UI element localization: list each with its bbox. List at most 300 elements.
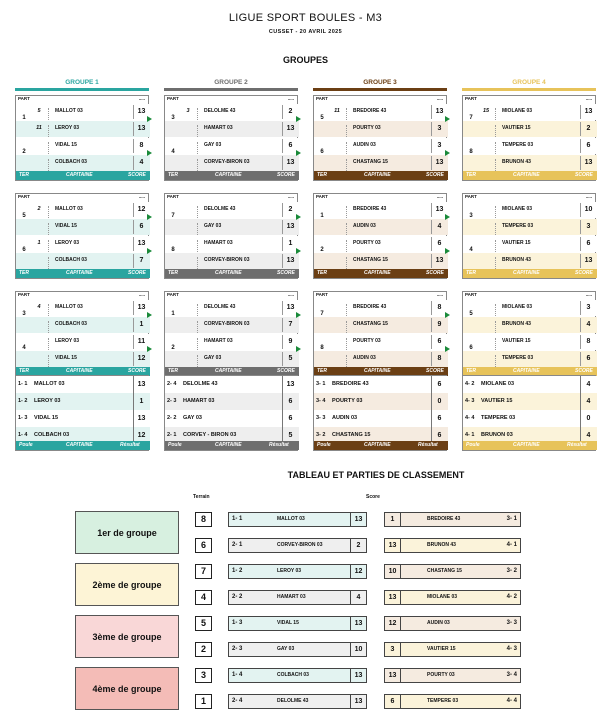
team-row xyxy=(314,219,448,235)
group-header: GROUPE 3 xyxy=(313,79,447,91)
standing-score[interactable]: 13 xyxy=(133,410,149,427)
card-footer xyxy=(463,171,597,180)
ranking-heading: TABLEAU ET PARTIES DE CLASSEMENT xyxy=(287,470,465,480)
footer-score: SCORE xyxy=(426,172,444,178)
footer-capitaine: CAPITAINE xyxy=(66,368,93,374)
match-number: 7 xyxy=(469,115,473,121)
standing-code: 3- 1 xyxy=(316,381,326,387)
team-row xyxy=(165,138,299,154)
left-team-bar xyxy=(228,694,367,709)
score-cell[interactable]: 5 xyxy=(282,352,298,366)
standing-score[interactable]: 6 xyxy=(282,410,298,427)
left-team: HAMART 03 xyxy=(277,594,306,600)
right-team: BRUNON 43 xyxy=(427,542,456,548)
standing-team: CHASTANG 15 xyxy=(332,432,371,438)
score-cell[interactable]: 9 xyxy=(431,318,447,332)
left-team: LEROY 03 xyxy=(277,568,302,574)
score-header: Score xyxy=(366,494,380,500)
right-score[interactable]: 3 xyxy=(385,643,401,656)
standing-team: MIOLANE 03 xyxy=(481,381,515,387)
footer-poule: Poule xyxy=(466,442,480,448)
winner-flag-icon xyxy=(296,346,301,352)
standing-team: BREDOIRE 43 xyxy=(332,381,369,387)
footer-ter: TER xyxy=(19,270,29,276)
terrain-box[interactable]: 8 xyxy=(195,512,212,527)
standing-score[interactable]: 4 xyxy=(580,427,596,444)
winner-flag-icon xyxy=(445,248,450,254)
team-row xyxy=(165,253,299,269)
standing-footer xyxy=(16,441,150,450)
dots: ..... xyxy=(287,292,294,297)
score-cell[interactable]: 8 xyxy=(133,139,149,153)
terrain-number: 2 xyxy=(37,206,41,212)
score-cell[interactable]: 13 xyxy=(282,301,298,315)
right-team-bar xyxy=(384,512,521,527)
winner-flag-icon xyxy=(296,150,301,156)
card-header xyxy=(463,292,595,299)
left-score[interactable]: 13 xyxy=(350,513,366,526)
winner-flag-icon xyxy=(147,214,152,220)
standing-score[interactable]: 0 xyxy=(431,393,447,410)
score-cell[interactable]: 13 xyxy=(282,220,298,234)
match-card xyxy=(313,95,447,181)
standing-team: GAY 03 xyxy=(183,415,202,421)
standing-footer xyxy=(463,441,597,450)
footer-capitaine: CAPITAINE xyxy=(215,270,242,276)
score-cell[interactable]: 4 xyxy=(431,220,447,234)
standing-row xyxy=(463,410,597,427)
winner-flag-icon xyxy=(445,312,450,318)
standing-footer xyxy=(165,441,299,450)
score-cell[interactable]: 7 xyxy=(133,254,149,268)
team-row xyxy=(314,155,448,171)
footer-capitaine: CAPITAINE xyxy=(215,172,242,178)
score-cell[interactable]: 13 xyxy=(133,301,149,315)
team-row xyxy=(463,351,597,367)
footer-score: SCORE xyxy=(575,172,593,178)
score-cell[interactable]: 6 xyxy=(133,220,149,234)
standing-score[interactable]: 13 xyxy=(282,376,298,393)
team-name: DELOLME 43 xyxy=(197,304,282,316)
match-card xyxy=(313,193,447,279)
match-number: 3 xyxy=(171,115,175,121)
footer-capitaine: CAPITAINE xyxy=(66,172,93,178)
standing-row xyxy=(165,410,299,427)
standing-code: 4- 2 xyxy=(465,381,475,387)
part-label: PART xyxy=(316,194,328,199)
footer-resultat: Résultat xyxy=(269,442,289,448)
score-cell[interactable]: 11 xyxy=(133,335,149,349)
left-team-bar xyxy=(228,668,367,683)
team-name: COLBACH 03 xyxy=(48,257,133,269)
card-footer xyxy=(463,269,597,278)
part-label: PART xyxy=(167,96,179,101)
team-row xyxy=(165,236,299,252)
team-name: BREDOIRE 43 xyxy=(346,206,431,218)
footer-capitaine: CAPITAINE xyxy=(66,442,93,448)
team-row xyxy=(16,236,150,252)
score-cell[interactable]: 3 xyxy=(580,301,596,315)
terrain-box[interactable]: 4 xyxy=(195,590,212,605)
left-score[interactable]: 10 xyxy=(350,643,366,656)
team-name: AUDIN 03 xyxy=(346,355,431,367)
standing-score[interactable]: 1 xyxy=(133,393,149,410)
score-cell[interactable]: 1 xyxy=(282,237,298,251)
team-name: AUDIN 03 xyxy=(346,142,431,154)
left-team-bar xyxy=(228,642,367,657)
right-score[interactable]: 13 xyxy=(385,669,401,682)
standing-code: 1- 1 xyxy=(18,381,28,387)
match-number: 3 xyxy=(22,311,26,317)
score-cell[interactable]: 7 xyxy=(282,318,298,332)
team-row xyxy=(314,334,448,350)
dots: ..... xyxy=(585,96,592,101)
score-cell[interactable]: 9 xyxy=(282,335,298,349)
left-score[interactable]: 13 xyxy=(350,695,366,708)
left-code: 2- 1 xyxy=(232,542,243,548)
team-name: CHASTANG 15 xyxy=(346,159,431,171)
score-cell[interactable]: 13 xyxy=(133,237,149,251)
standing-row xyxy=(314,410,448,427)
standing-team: LEROY 03 xyxy=(34,398,61,404)
score-cell[interactable]: 6 xyxy=(431,335,447,349)
standing-score[interactable]: 6 xyxy=(431,376,447,393)
terrain-box[interactable]: 1 xyxy=(195,694,212,709)
right-code: 3- 4 xyxy=(506,672,517,678)
standing-code: 1- 3 xyxy=(18,415,28,421)
footer-score: SCORE xyxy=(128,172,146,178)
left-team-bar xyxy=(228,590,367,605)
right-score[interactable]: 10 xyxy=(385,565,401,578)
terrain-number: 1 xyxy=(37,240,41,246)
standing-footer xyxy=(314,441,448,450)
score-cell[interactable]: 13 xyxy=(282,254,298,268)
team-row xyxy=(16,334,150,350)
right-code: 3- 2 xyxy=(506,568,517,574)
right-score[interactable]: 6 xyxy=(385,695,401,708)
right-team: POURTY 03 xyxy=(427,672,455,678)
team-row xyxy=(16,155,150,171)
team-row xyxy=(165,300,299,316)
match-card xyxy=(462,95,596,181)
score-cell[interactable]: 2 xyxy=(282,203,298,217)
score-cell[interactable]: 13 xyxy=(282,122,298,136)
score-cell[interactable]: 4 xyxy=(133,156,149,170)
part-label: PART xyxy=(18,96,30,101)
score-cell[interactable]: 10 xyxy=(580,203,596,217)
team-row xyxy=(463,300,597,316)
groups-heading: GROUPES xyxy=(282,55,328,65)
card-footer xyxy=(16,269,150,278)
dots: ..... xyxy=(585,292,592,297)
right-score[interactable]: 13 xyxy=(385,539,401,552)
standing-team: COLBACH 03 xyxy=(34,432,70,438)
score-cell[interactable]: 13 xyxy=(580,156,596,170)
match-card xyxy=(15,291,149,377)
winner-flag-icon xyxy=(296,248,301,254)
score-cell[interactable]: 2 xyxy=(580,122,596,136)
team-row xyxy=(463,219,597,235)
right-code: 4- 3 xyxy=(506,646,517,652)
score-cell[interactable]: 13 xyxy=(431,156,447,170)
card-footer xyxy=(314,171,448,180)
team-name: TEMPERE 03 xyxy=(495,223,580,235)
score-cell[interactable]: 6 xyxy=(431,237,447,251)
score-cell[interactable]: 3 xyxy=(431,139,447,153)
team-row xyxy=(165,334,299,350)
team-name: POURTY 03 xyxy=(346,338,431,350)
team-row xyxy=(16,300,150,316)
footer-capitaine: CAPITAINE xyxy=(364,368,391,374)
footer-score: SCORE xyxy=(128,368,146,374)
card-header xyxy=(463,194,595,201)
left-code: 1- 4 xyxy=(232,672,243,678)
team-row xyxy=(165,219,299,235)
team-name: MALLOT 03 xyxy=(48,206,133,218)
standing-team: HAMART 03 xyxy=(183,398,215,404)
score-cell[interactable]: 2 xyxy=(282,105,298,119)
ranking-label: 1er de groupe xyxy=(75,511,179,554)
score-cell[interactable]: 13 xyxy=(580,105,596,119)
footer-score: SCORE xyxy=(575,270,593,276)
card-header xyxy=(165,96,297,103)
standing-code: 4- 1 xyxy=(465,432,475,438)
match-number: 3 xyxy=(469,213,473,219)
score-cell[interactable]: 8 xyxy=(580,335,596,349)
team-row xyxy=(314,121,448,137)
card-header xyxy=(314,292,446,299)
match-card xyxy=(462,291,596,377)
score-cell[interactable]: 13 xyxy=(133,122,149,136)
terrain-number: 4 xyxy=(37,304,41,310)
standing-row xyxy=(314,393,448,410)
team-name: BREDOIRE 43 xyxy=(346,108,431,120)
card-header xyxy=(16,292,148,299)
right-code: 3- 1 xyxy=(506,516,517,522)
dots: ..... xyxy=(436,96,443,101)
footer-score: SCORE xyxy=(575,368,593,374)
team-name: BRUNON 43 xyxy=(495,159,580,171)
match-card xyxy=(164,291,298,377)
score-cell[interactable]: 13 xyxy=(431,254,447,268)
standing-row xyxy=(165,393,299,410)
left-score[interactable]: 13 xyxy=(350,669,366,682)
standing-team: DELOLME 43 xyxy=(183,381,218,387)
winner-flag-icon xyxy=(147,312,152,318)
standing-score[interactable]: 5 xyxy=(282,427,298,444)
score-cell[interactable]: 12 xyxy=(133,203,149,217)
standing-score[interactable]: 4 xyxy=(580,393,596,410)
part-label: PART xyxy=(465,96,477,101)
footer-capitaine: CAPITAINE xyxy=(513,368,540,374)
footer-ter: TER xyxy=(466,270,476,276)
standing-score[interactable]: 6 xyxy=(431,427,447,444)
team-name: DELOLME 43 xyxy=(197,108,282,120)
footer-capitaine: CAPITAINE xyxy=(215,368,242,374)
left-score[interactable]: 4 xyxy=(350,591,366,604)
standing-team: AUDIN 03 xyxy=(332,415,358,421)
standing-score[interactable]: 0 xyxy=(580,410,596,427)
dots: ..... xyxy=(138,292,145,297)
match-number: 5 xyxy=(469,311,473,317)
score-cell[interactable]: 3 xyxy=(431,122,447,136)
match-number: 2 xyxy=(22,149,26,155)
right-team-bar xyxy=(384,538,521,553)
terrain-box[interactable]: 7 xyxy=(195,564,212,579)
ranking-label: 3ème de groupe xyxy=(75,615,179,658)
terrain-box[interactable]: 3 xyxy=(195,668,212,683)
score-cell[interactable]: 6 xyxy=(580,237,596,251)
left-score[interactable]: 12 xyxy=(350,565,366,578)
right-score[interactable]: 1 xyxy=(385,513,401,526)
team-row xyxy=(314,300,448,316)
right-team: AUDIN 03 xyxy=(427,620,450,626)
footer-poule: Poule xyxy=(317,442,331,448)
score-cell[interactable]: 13 xyxy=(133,105,149,119)
card-footer xyxy=(16,171,150,180)
standing-score[interactable]: 4 xyxy=(580,376,596,393)
team-row xyxy=(463,138,597,154)
score-cell[interactable]: 4 xyxy=(580,318,596,332)
score-cell[interactable]: 13 xyxy=(282,156,298,170)
standing-score[interactable]: 12 xyxy=(133,427,149,444)
right-score[interactable]: 12 xyxy=(385,617,401,630)
match-card xyxy=(164,95,298,181)
score-cell[interactable]: 6 xyxy=(580,139,596,153)
right-team-bar xyxy=(384,694,521,709)
score-cell[interactable]: 6 xyxy=(282,139,298,153)
team-name: CORVEY-BIRON 03 xyxy=(197,159,282,171)
left-team: VIDAL 15 xyxy=(277,620,299,626)
terrain-header: Terrain xyxy=(193,494,210,500)
team-row xyxy=(463,104,597,120)
terrain-box[interactable]: 5 xyxy=(195,616,212,631)
winner-flag-icon xyxy=(296,116,301,122)
team-row xyxy=(16,317,150,333)
standing-code: 4- 4 xyxy=(465,415,475,421)
left-team-bar xyxy=(228,512,367,527)
team-row xyxy=(314,104,448,120)
left-team-bar xyxy=(228,538,367,553)
card-footer xyxy=(165,269,299,278)
standing-code: 4- 3 xyxy=(465,398,475,404)
team-name: MIOLANE 03 xyxy=(495,206,580,218)
standing-score[interactable]: 6 xyxy=(431,410,447,427)
standing-card xyxy=(462,375,596,451)
footer-score: SCORE xyxy=(426,368,444,374)
terrain-number: 11 xyxy=(36,125,42,131)
score-cell[interactable]: 1 xyxy=(133,318,149,332)
team-row xyxy=(463,155,597,171)
part-label: PART xyxy=(18,292,30,297)
dots: ..... xyxy=(287,96,294,101)
match-number: 6 xyxy=(320,149,324,155)
match-number: 2 xyxy=(320,247,324,253)
team-name: VIDAL 15 xyxy=(48,355,133,367)
score-cell[interactable]: 8 xyxy=(431,352,447,366)
ranking-label: 2ème de groupe xyxy=(75,563,179,606)
match-card xyxy=(164,193,298,279)
team-name: HAMART 03 xyxy=(197,125,282,137)
match-number: 7 xyxy=(320,311,324,317)
team-name: CHASTANG 15 xyxy=(346,257,431,269)
score-cell[interactable]: 8 xyxy=(431,301,447,315)
team-name: DELOLME 43 xyxy=(197,206,282,218)
footer-capitaine: CAPITAINE xyxy=(513,442,540,448)
right-code: 4- 2 xyxy=(506,594,517,600)
score-cell[interactable]: 12 xyxy=(133,352,149,366)
team-row xyxy=(314,317,448,333)
team-row xyxy=(16,202,150,218)
team-name: LEROY 03 xyxy=(48,240,133,252)
right-team: VAUTIER 15 xyxy=(427,646,456,652)
score-cell[interactable]: 6 xyxy=(580,352,596,366)
part-label: PART xyxy=(18,194,30,199)
terrain-box[interactable]: 6 xyxy=(195,538,212,553)
team-name: POURTY 03 xyxy=(346,125,431,137)
right-code: 4- 1 xyxy=(506,542,517,548)
team-name: LEROY 03 xyxy=(48,125,133,137)
winner-flag-icon xyxy=(445,150,450,156)
score-cell[interactable]: 13 xyxy=(431,105,447,119)
footer-capitaine: CAPITAINE xyxy=(215,442,242,448)
footer-ter: TER xyxy=(317,270,327,276)
score-cell[interactable]: 13 xyxy=(580,254,596,268)
team-row xyxy=(463,334,597,350)
left-score[interactable]: 2 xyxy=(350,539,366,552)
winner-flag-icon xyxy=(147,346,152,352)
left-team: COLBACH 03 xyxy=(277,672,309,678)
card-header xyxy=(165,194,297,201)
card-header xyxy=(314,96,446,103)
part-label: PART xyxy=(316,292,328,297)
left-team: GAY 03 xyxy=(277,646,295,652)
footer-capitaine: CAPITAINE xyxy=(364,172,391,178)
team-name: MIOLANE 03 xyxy=(495,108,580,120)
left-score[interactable]: 13 xyxy=(350,617,366,630)
match-card xyxy=(313,291,447,377)
standing-code: 2- 3 xyxy=(167,398,177,404)
standing-score[interactable]: 6 xyxy=(282,393,298,410)
standing-row xyxy=(16,410,150,427)
standing-team: VAUTIER 15 xyxy=(481,398,513,404)
terrain-number: 5 xyxy=(37,108,41,114)
winner-flag-icon xyxy=(445,214,450,220)
team-row xyxy=(16,138,150,154)
left-code: 1- 1 xyxy=(232,516,243,522)
right-score[interactable]: 13 xyxy=(385,591,401,604)
standing-score[interactable]: 13 xyxy=(133,376,149,393)
winner-flag-icon xyxy=(147,248,152,254)
match-number: 7 xyxy=(171,213,175,219)
footer-capitaine: CAPITAINE xyxy=(66,270,93,276)
team-name: BRUNON 43 xyxy=(495,257,580,269)
right-team: TEMPERE 03 xyxy=(427,698,459,704)
footer-capitaine: CAPITAINE xyxy=(364,442,391,448)
team-row xyxy=(463,236,597,252)
left-code: 2- 2 xyxy=(232,594,243,600)
part-label: PART xyxy=(167,194,179,199)
ranking-label: 4ème de groupe xyxy=(75,667,179,710)
standing-code: 1- 4 xyxy=(18,432,28,438)
team-name: CORVEY-BIRON 03 xyxy=(197,321,282,333)
terrain-number: 11 xyxy=(334,108,340,114)
dots: ..... xyxy=(436,194,443,199)
score-cell[interactable]: 3 xyxy=(580,220,596,234)
score-cell[interactable]: 13 xyxy=(431,203,447,217)
terrain-number: 3 xyxy=(186,108,190,114)
terrain-box[interactable]: 2 xyxy=(195,642,212,657)
